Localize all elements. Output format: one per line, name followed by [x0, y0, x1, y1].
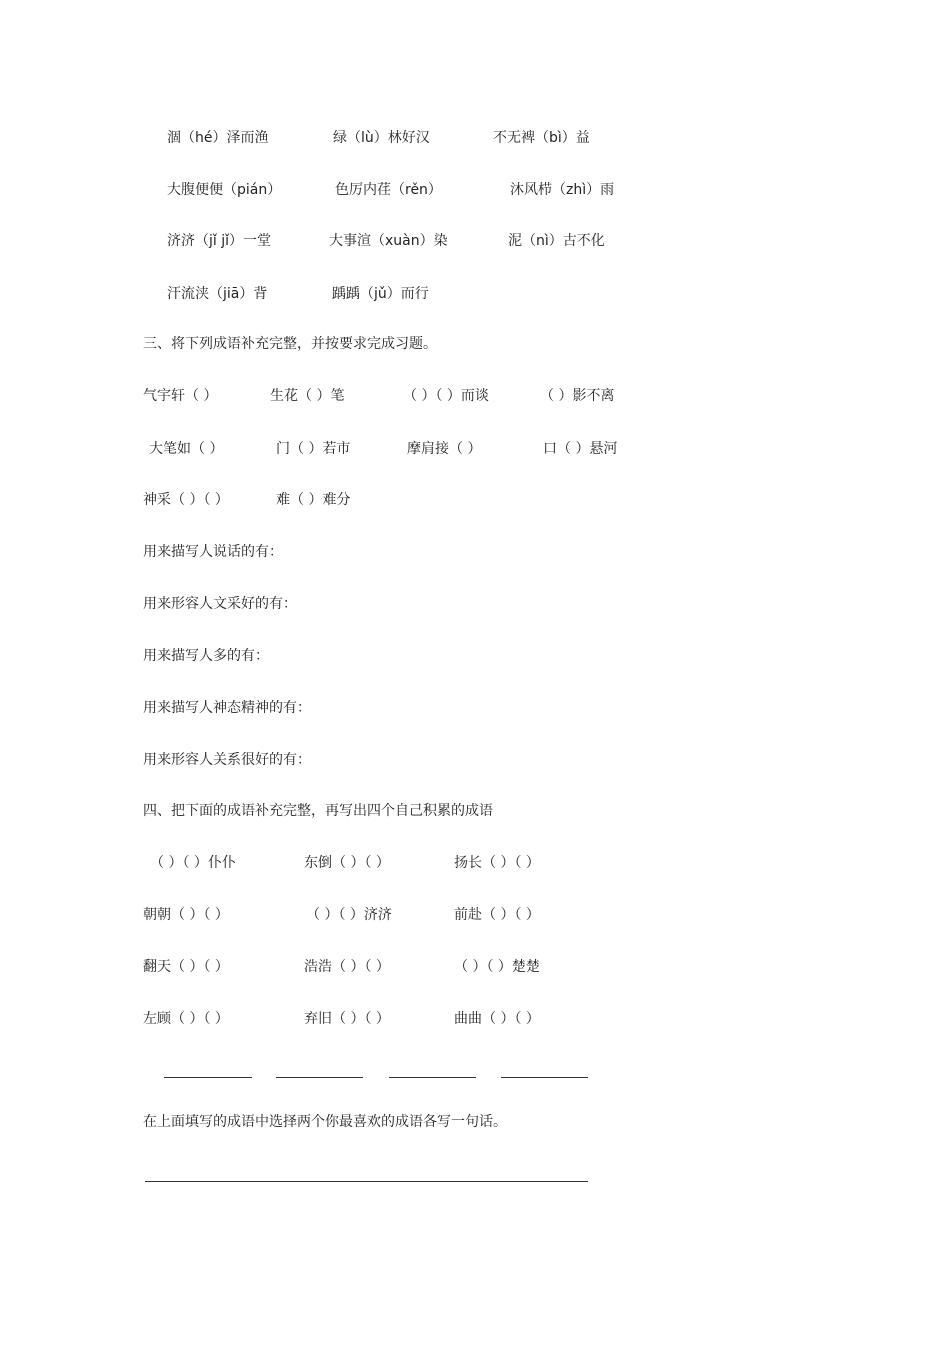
idiom-blank-item: 前赴（ ）（ ） — [454, 907, 540, 923]
pinyin-item: 沐风栉（zhì）雨 — [510, 182, 615, 198]
idiom-blank-item: 曲曲（ ）（ ） — [454, 1011, 540, 1027]
question-spirit: 用来描写人神态精神的有： — [143, 700, 311, 716]
idiom-blank-item: 朝朝（ ）（ ） — [143, 907, 229, 923]
answer-line[interactable] — [276, 1077, 363, 1078]
idiom-blank-item: （ ）（ ）济济 — [306, 907, 392, 923]
idiom-blank-item: 门（ ）若市 — [276, 441, 351, 457]
sentence-answer-line[interactable] — [145, 1181, 588, 1182]
question-speech: 用来描写人说话的有： — [143, 544, 283, 560]
pinyin-item: 涸（hé）泽而渔 — [167, 130, 269, 146]
section-3-heading: 三、将下列成语补充完整，并按要求完成习题。 — [143, 336, 437, 352]
idiom-blank-item: （ ）（ ）仆仆 — [150, 855, 236, 871]
question-literary: 用来形容人文采好的有： — [143, 596, 297, 612]
question-relationship: 用来形容人关系很好的有： — [143, 752, 311, 768]
sentence-prompt: 在上面填写的成语中选择两个你最喜欢的成语各写一句话。 — [143, 1114, 507, 1130]
pinyin-item: 绿（lù）林好汉 — [333, 130, 430, 146]
idiom-blank-item: 气宇轩（ ） — [143, 388, 218, 404]
idiom-blank-item: 扬长（ ）（ ） — [454, 855, 540, 871]
idiom-blank-item: （ ）（ ）而谈 — [403, 388, 489, 404]
pinyin-item: 踽踽（jǔ）而行 — [332, 286, 429, 302]
idiom-blank-item: 东倒（ ）（ ） — [304, 855, 390, 871]
pinyin-item: 汗流浃（jiā）背 — [167, 286, 268, 302]
pinyin-item: 不无裨（bì）益 — [493, 130, 590, 146]
idiom-blank-item: 左顾（ ）（ ） — [143, 1011, 229, 1027]
section-4-heading: 四、把下面的成语补充完整，再写出四个自己积累的成语 — [143, 803, 493, 819]
pinyin-item: 泥（nì）古不化 — [508, 233, 605, 249]
idiom-blank-item: 弃旧（ ）（ ） — [304, 1011, 390, 1027]
pinyin-item: 大事渲（xuàn）染 — [329, 233, 448, 249]
pinyin-item: 色厉内荏（rěn） — [335, 182, 442, 198]
answer-line[interactable] — [501, 1077, 588, 1078]
idiom-blank-item: 浩浩（ ）（ ） — [304, 959, 390, 975]
idiom-blank-item: 生花（ ）笔 — [270, 388, 345, 404]
answer-line[interactable] — [389, 1077, 476, 1078]
question-crowd: 用来描写人多的有： — [143, 648, 269, 664]
idiom-blank-item: （ ）（ ）楚楚 — [454, 959, 540, 975]
idiom-blank-item: （ ）影不离 — [540, 388, 615, 404]
idiom-blank-item: 摩肩接（ ） — [407, 441, 482, 457]
idiom-blank-item: 口（ ）悬河 — [543, 441, 618, 457]
answer-line[interactable] — [164, 1077, 252, 1078]
pinyin-item: 大腹便便（pián） — [167, 182, 282, 198]
pinyin-item: 济济（jǐ jǐ）一堂 — [167, 233, 272, 249]
idiom-blank-item: 翻天（ ）（ ） — [143, 959, 229, 975]
idiom-blank-item: 大笔如（ ） — [149, 441, 224, 457]
idiom-blank-item: 神采（ ）（ ） — [143, 492, 229, 508]
idiom-blank-item: 难（ ）难分 — [276, 492, 351, 508]
